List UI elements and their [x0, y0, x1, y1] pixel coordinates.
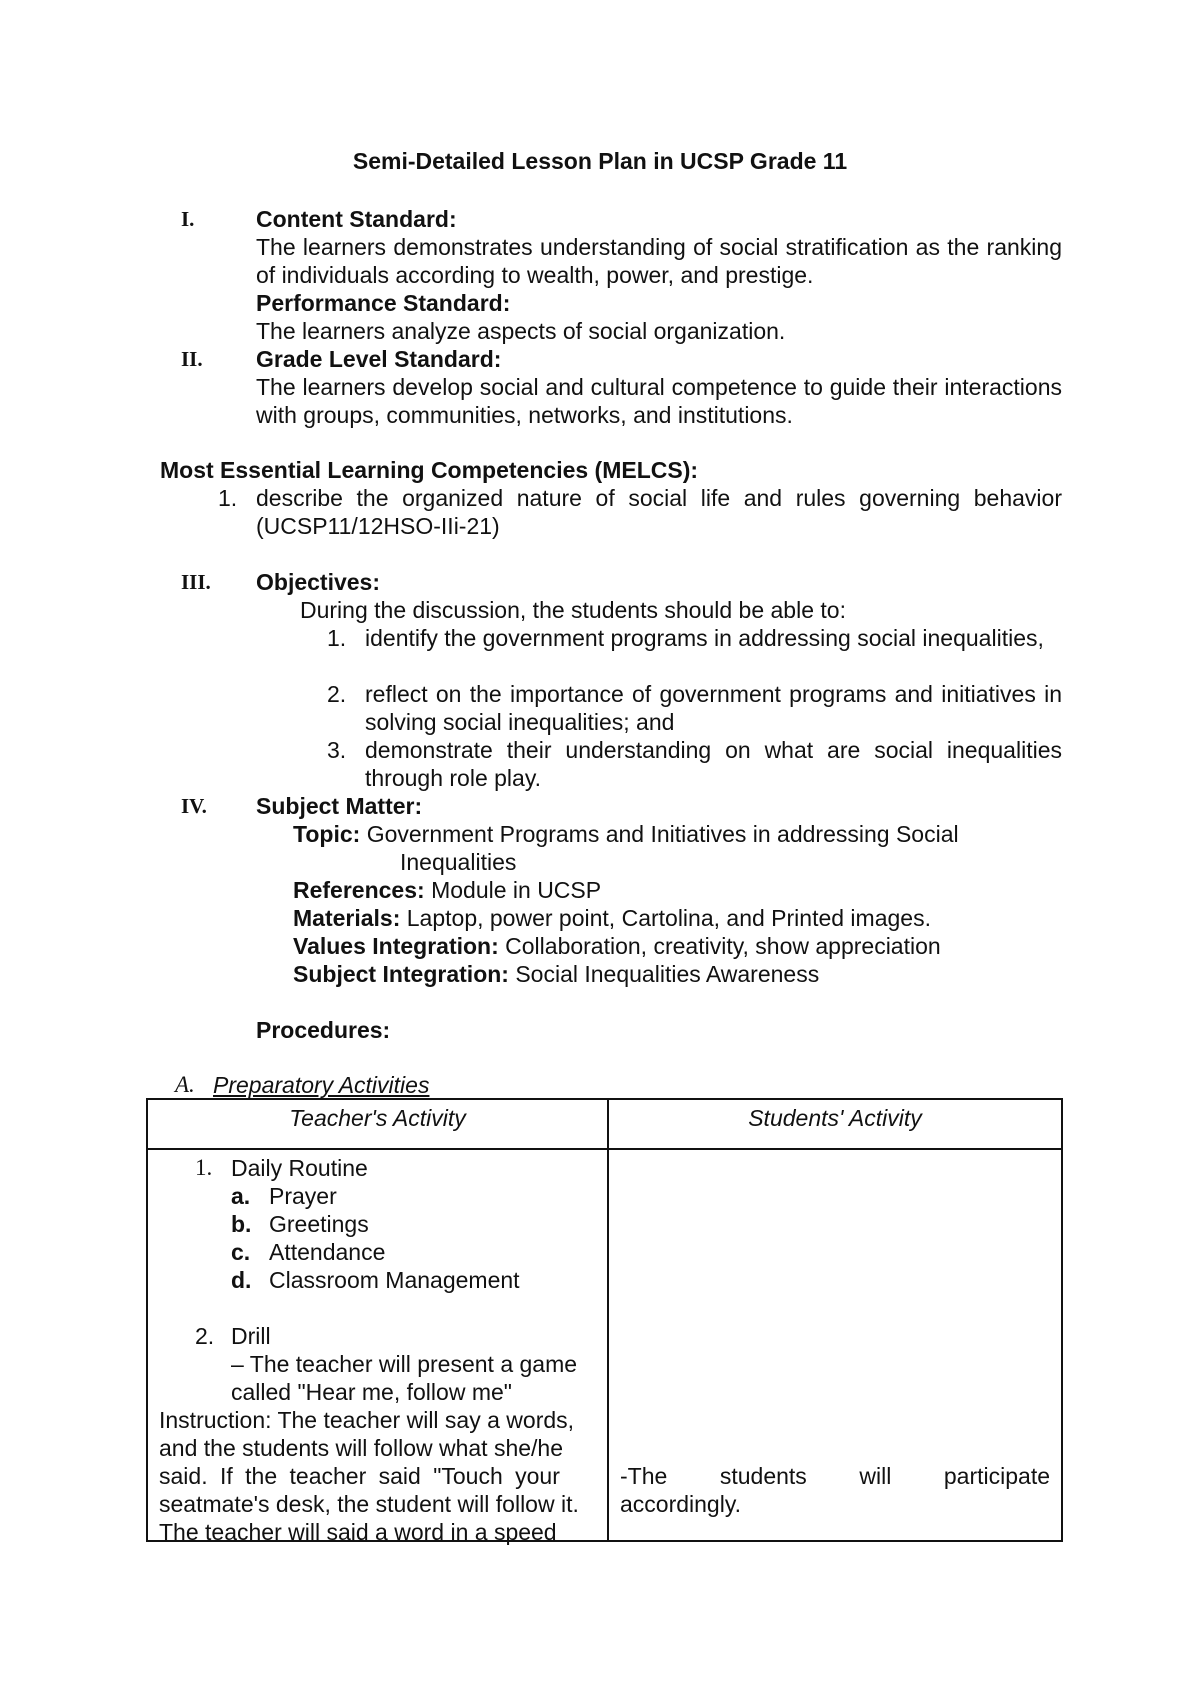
instruction-line: Instruction: The teacher will say a words,: [159, 1407, 575, 1433]
routine-item-letter: b.: [231, 1211, 252, 1237]
topic-value: Government Programs and Initiatives in addressing Social: [366, 821, 959, 847]
table-header-row: [147, 1099, 1062, 1149]
activities-table: [146, 1098, 1063, 1545]
objective-number: 1.: [327, 625, 347, 651]
students-activity-cell: [608, 1149, 1062, 1541]
content-standard-heading: Content Standard:: [256, 206, 457, 232]
materials-line: [293, 904, 931, 932]
topic-line: [293, 820, 959, 848]
section-numeral-1: I.: [181, 207, 195, 231]
table-row: [147, 1149, 1062, 1541]
routine-item-letter: d.: [231, 1267, 252, 1293]
performance-standard-text: The learners analyze aspects of social organization.: [256, 318, 786, 344]
routine-item-text: Classroom Management: [269, 1267, 520, 1293]
materials-label: Materials:: [293, 905, 401, 931]
student-response-continued: accordingly.: [620, 1491, 742, 1517]
routine-title: Daily Routine: [231, 1155, 368, 1181]
routine-number: 1.: [195, 1155, 213, 1180]
instruction-line: The teacher will said a word in a speed: [159, 1519, 557, 1545]
routine-item-letter: a.: [231, 1183, 251, 1209]
routine-item-text: Prayer: [269, 1183, 337, 1209]
instruction-line: and the students will follow what she/he: [159, 1435, 564, 1461]
melcs-heading: Most Essential Learning Competencies (MELCS):: [160, 457, 699, 483]
section-numeral-2: II.: [181, 347, 203, 371]
melcs-item-text: describe the organized nature of social life and rules governing behavior (UCSP11/12HSO-IIi-21): [256, 485, 1062, 539]
instruction-line: seatmate's desk, the student will follow it.: [159, 1491, 579, 1517]
melcs-item-number: 1.: [218, 485, 238, 511]
grade-level-standard-text: The learners develop social and cultural competence to guide their interactions with groups, communities, networks, and institutions.: [256, 374, 1062, 428]
references-line: [293, 876, 601, 904]
section-numeral-4: IV.: [181, 794, 207, 818]
values-integration-value: Collaboration, creativity, show appreciation: [505, 933, 941, 959]
objectives-heading: Objectives:: [256, 569, 380, 595]
values-integration-label: Values Integration:: [293, 933, 499, 959]
teacher-activity-header: Teacher's Activity: [147, 1099, 608, 1149]
drill-description: – The teacher will present a game: [231, 1351, 578, 1377]
objective-text: reflect on the importance of government programs and initiatives in solving social inequalities; and: [365, 681, 1062, 735]
activity-letter: A.: [175, 1072, 195, 1097]
students-activity-header: Students' Activity: [608, 1099, 1062, 1149]
teacher-activity-cell: [147, 1149, 608, 1545]
grade-level-standard-heading: Grade Level Standard:: [256, 346, 502, 372]
objective-number: 3.: [327, 737, 347, 763]
instruction-line: said. If the teacher said "Touch your: [159, 1463, 560, 1489]
references-label: References:: [293, 877, 425, 903]
topic-label: Topic:: [293, 821, 361, 847]
routine-item-text: Greetings: [269, 1211, 369, 1237]
values-integration-line: [293, 932, 941, 960]
subject-integration-line: [293, 960, 819, 988]
references-value: Module in UCSP: [431, 877, 602, 903]
activity-heading: Preparatory Activities: [213, 1072, 430, 1098]
objectives-intro: During the discussion, the students should be able to:: [300, 597, 846, 623]
routine-item-letter: c.: [231, 1239, 251, 1265]
drill-number: 2.: [195, 1323, 215, 1349]
section-numeral-3: III.: [181, 570, 211, 594]
content-standard-text: The learners demonstrates understanding of social stratification as the ranking of individuals according to wealth, power, and prestige.: [256, 234, 1062, 288]
subject-integration-label: Subject Integration:: [293, 961, 509, 987]
subject-matter-heading: Subject Matter:: [256, 793, 423, 819]
student-response: -The students will participate: [620, 1463, 1050, 1489]
materials-value: Laptop, power point, Cartolina, and Printed images.: [406, 905, 931, 931]
subject-integration-value: Social Inequalities Awareness: [515, 961, 820, 987]
routine-item-text: Attendance: [269, 1239, 386, 1265]
performance-standard-heading: Performance Standard:: [256, 290, 511, 316]
objective-number: 2.: [327, 681, 347, 707]
objective-text: identify the government programs in addressing social inequalities,: [365, 625, 1044, 651]
objective-text: demonstrate their understanding on what are social inequalities through role play.: [365, 737, 1062, 791]
topic-value-continued: Inequalities: [400, 849, 517, 875]
drill-game-name: called "Hear me, follow me": [231, 1379, 512, 1405]
procedures-heading: Procedures:: [256, 1017, 391, 1043]
drill-title: Drill: [231, 1323, 271, 1349]
page-title: Semi-Detailed Lesson Plan in UCSP Grade 11: [352, 148, 848, 174]
